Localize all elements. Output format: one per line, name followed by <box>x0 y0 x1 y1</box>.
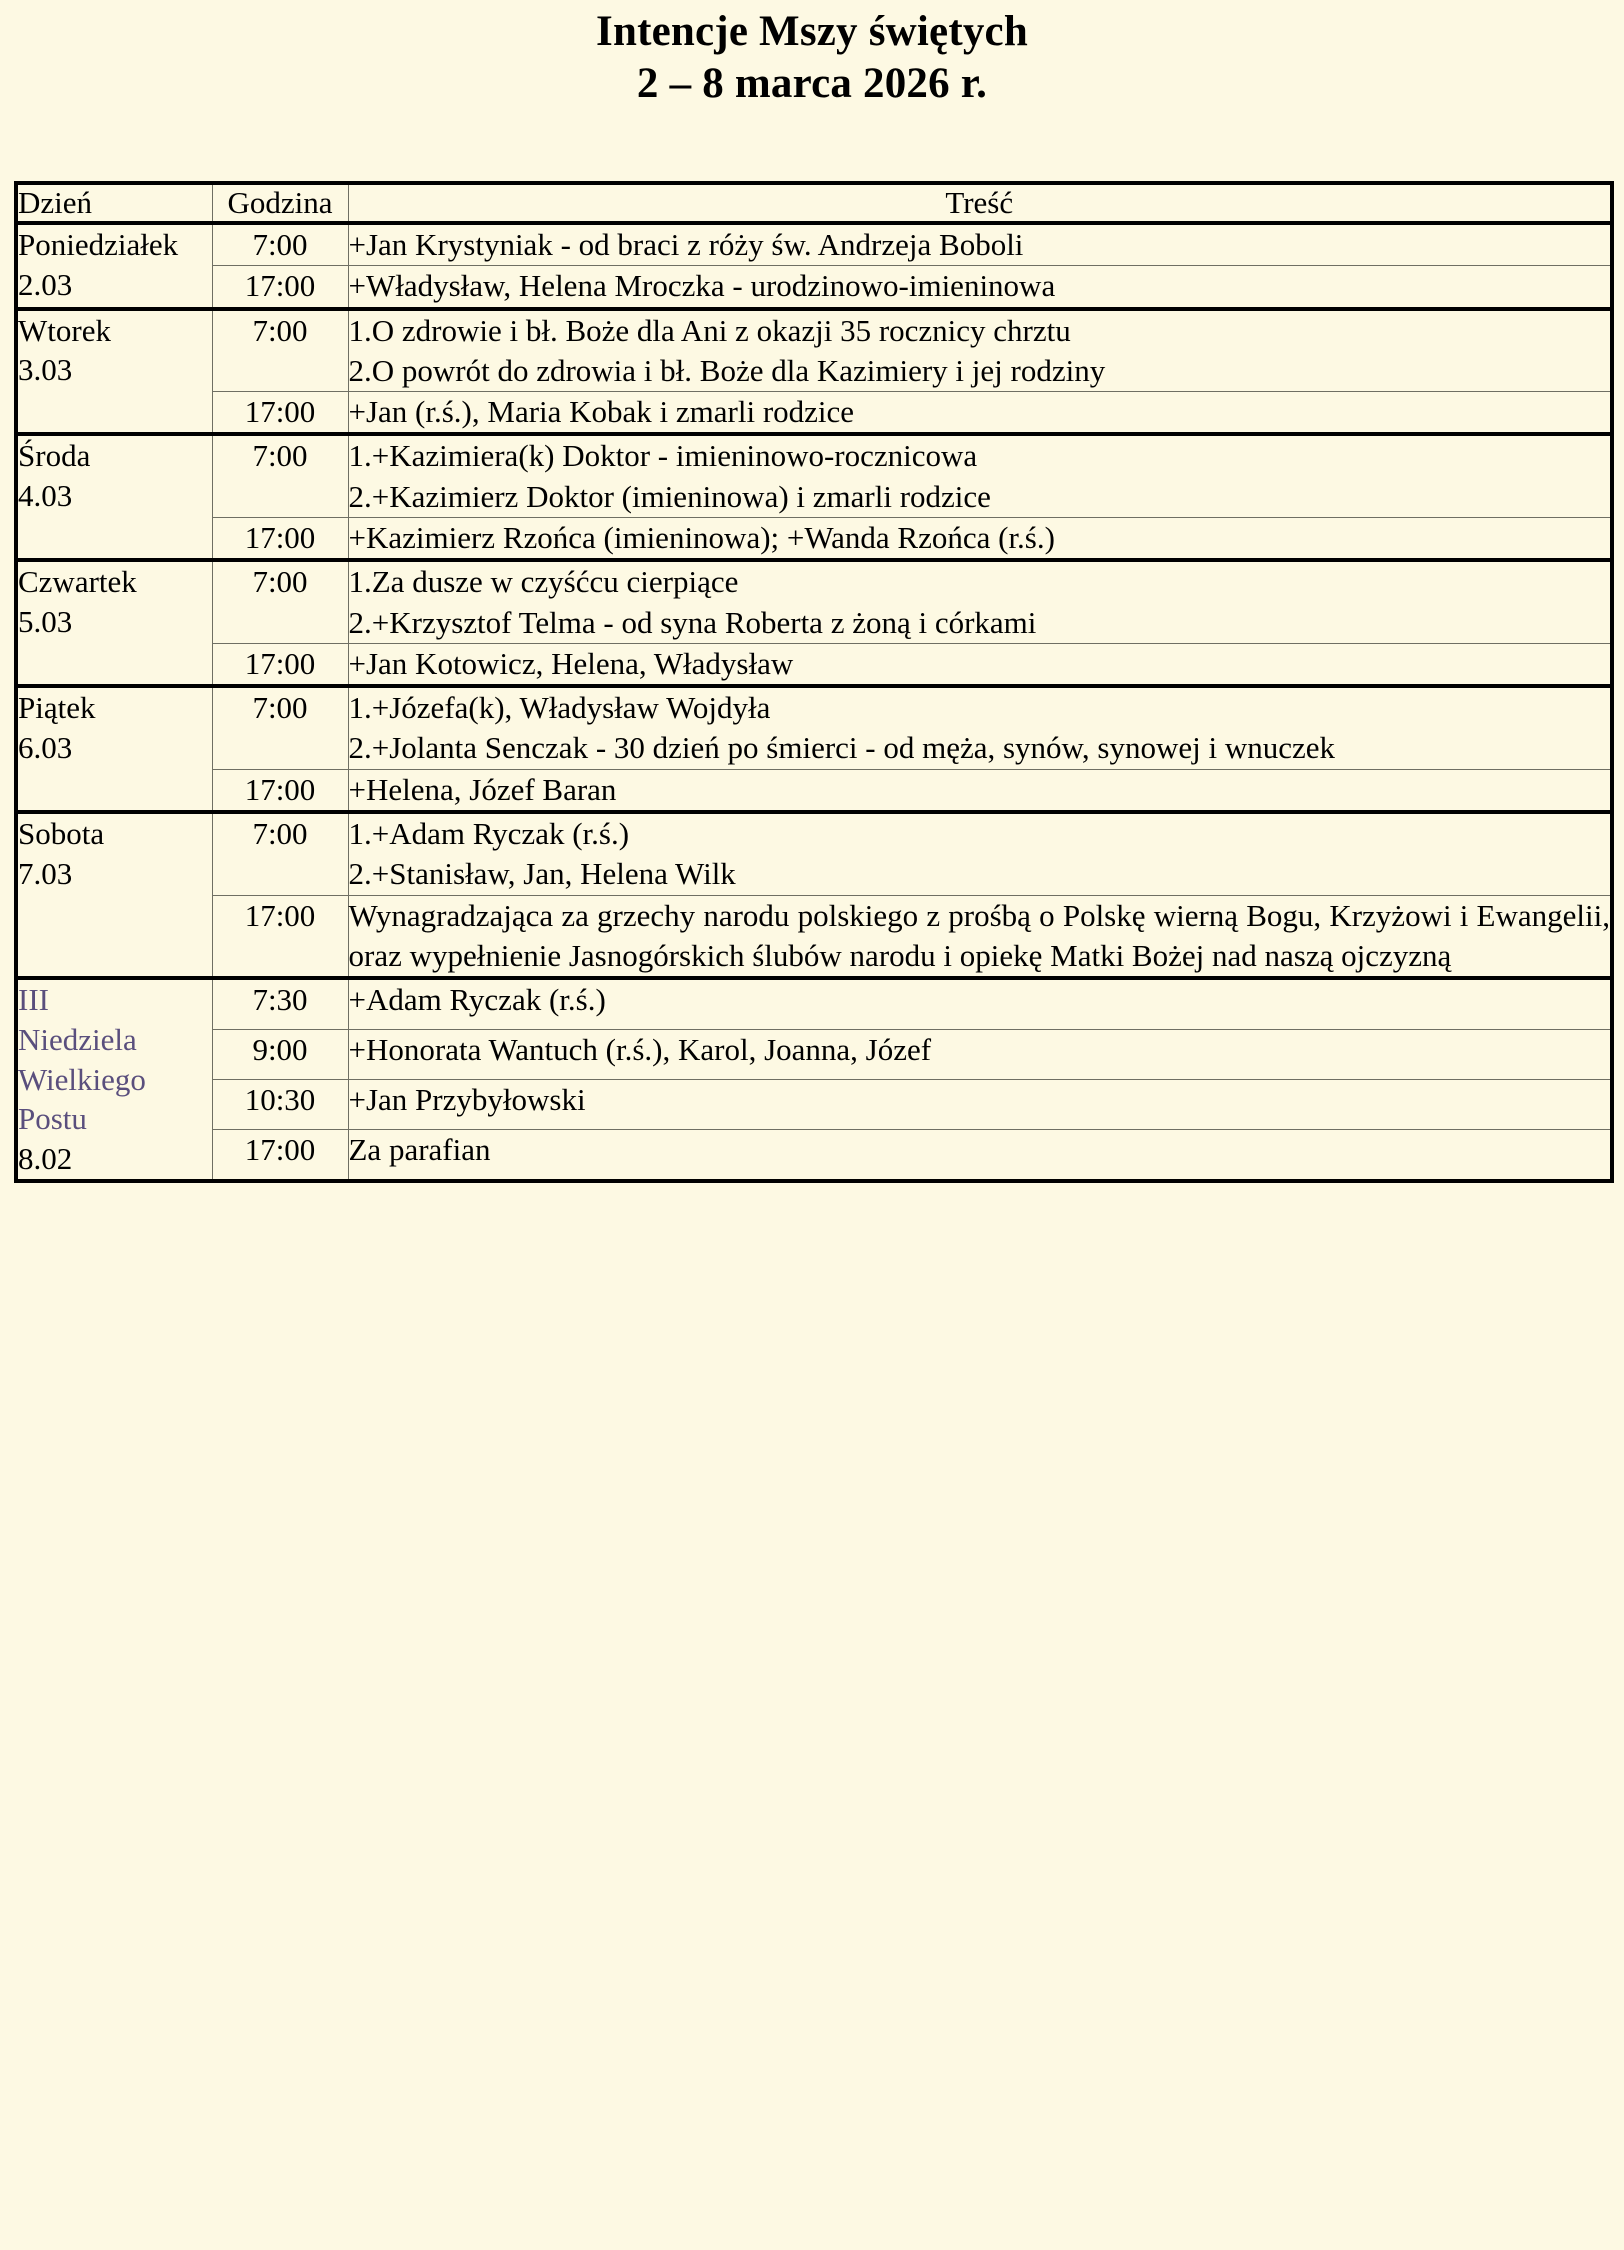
mass-time: 7:00 <box>212 686 348 769</box>
document-title <box>14 0 1610 111</box>
mass-intention <box>348 978 1612 1029</box>
day-name: Poniedziałek <box>18 226 179 262</box>
intention-line: +Jan Kotowicz, Helena, Władysław <box>348 645 794 681</box>
intention-line: +Jan Krystyniak - od braci z róży św. Andrzeja Boboli <box>348 226 1024 262</box>
intention-line: 1.+Kazimiera(k) Doktor - imieninowo-rocznicowa <box>348 438 978 474</box>
day-cell <box>16 223 212 309</box>
table-row <box>16 769 1612 812</box>
mass-time: 7:00 <box>212 560 348 643</box>
mass-intention <box>348 560 1612 643</box>
column-header-time: Godzina <box>212 183 348 223</box>
day-name: Sobota <box>18 816 105 852</box>
intention-line: 2.+Jolanta Senczak - 30 dzień po śmierci - od męża, synów, synowej i wnuczek <box>348 730 1336 766</box>
intention-line: 1.+Adam Ryczak (r.ś.) <box>348 816 630 852</box>
title-line-2: 2 – 8 marca 2026 r. <box>636 60 988 108</box>
mass-time: 7:00 <box>212 309 348 392</box>
mass-time: 17:00 <box>212 517 348 560</box>
title-line-1: Intencje Mszy świętych <box>596 8 1028 55</box>
intention-line: +Jan Przybyłowski <box>348 1081 586 1117</box>
mass-time: 17:00 <box>212 895 348 978</box>
day-date: 6.03 <box>18 729 73 765</box>
table-row <box>16 392 1612 435</box>
mass-time: 9:00 <box>212 1030 348 1080</box>
day-cell <box>16 978 212 1180</box>
intention-line: 1.O zdrowie i bł. Boże dla Ani z okazji 35 rocznicy chrztu <box>348 312 1071 348</box>
day-cell <box>16 686 212 812</box>
column-header-content: Treść <box>348 183 1612 223</box>
table-body <box>16 223 1612 1181</box>
intention-line: +Władysław, Helena Mroczka - urodzinowo-imieninowa <box>348 268 1056 304</box>
day-cell <box>16 812 212 978</box>
intention-line: +Jan (r.ś.), Maria Kobak i zmarli rodzice <box>348 394 855 430</box>
mass-intention <box>348 517 1612 560</box>
table-row <box>16 978 1612 1029</box>
table-row <box>16 1079 1612 1129</box>
intention-line: +Helena, Józef Baran <box>348 771 617 807</box>
mass-time: 17:00 <box>212 266 348 309</box>
table-row <box>16 223 1612 266</box>
intention-line: Za parafian <box>348 1131 491 1167</box>
mass-time: 10:30 <box>212 1079 348 1129</box>
mass-time: 17:00 <box>212 643 348 686</box>
day-date: 4.03 <box>18 478 73 514</box>
intention-line: +Honorata Wantuch (r.ś.), Karol, Joanna, Józef <box>348 1032 932 1068</box>
mass-intention <box>348 1079 1612 1129</box>
table-row <box>16 686 1612 769</box>
intention-line: +Kazimierz Rzońca (imieninowa); +Wanda Rzońca (r.ś.) <box>348 519 1055 555</box>
table-header-row <box>16 183 1612 223</box>
intention-line: 2.+Krzysztof Telma - od syna Roberta z żoną i córkami <box>348 604 1037 640</box>
mass-intention <box>348 769 1612 812</box>
table-row <box>16 643 1612 686</box>
mass-intentions-table <box>14 181 1614 1183</box>
column-header-day: Dzień <box>16 183 212 223</box>
mass-time: 7:00 <box>212 812 348 895</box>
table-row <box>16 560 1612 643</box>
day-date: 2.03 <box>18 266 73 302</box>
day-date: 3.03 <box>18 352 73 388</box>
mass-intention <box>348 1030 1612 1080</box>
mass-time: 17:00 <box>212 769 348 812</box>
table-row <box>16 1030 1612 1080</box>
intention-line: 1.+Józefa(k), Władysław Wojdyła <box>348 690 771 726</box>
day-cell <box>16 434 212 560</box>
day-cell <box>16 560 212 686</box>
mass-intention <box>348 392 1612 435</box>
table-row <box>16 309 1612 392</box>
mass-intention <box>348 895 1612 978</box>
day-date: 8.02 <box>18 1140 73 1176</box>
mass-intention <box>348 1129 1612 1181</box>
day-name: Czwartek <box>18 564 137 600</box>
intention-line: 2.O powrót do zdrowia i bł. Boże dla Kazimiery i jej rodziny <box>348 352 1106 388</box>
day-cell <box>16 309 212 435</box>
mass-intention <box>348 223 1612 266</box>
table-row <box>16 1129 1612 1181</box>
intention-line: Wynagradzająca za grzechy narodu polskiego z prośbą o Polskę wierną Bogu, Krzyżowi i Ewangelii, oraz wypełnienie Jasnogórskich ślubów narodu i opiekę Matki Bożej nad naszą ojczyzną <box>348 897 1610 973</box>
intention-line: +Adam Ryczak (r.ś.) <box>348 982 606 1018</box>
intention-line: 2.+Kazimierz Doktor (imieninowa) i zmarli rodzice <box>348 478 991 514</box>
mass-intention <box>348 309 1612 392</box>
table-row <box>16 517 1612 560</box>
day-date: 7.03 <box>18 855 73 891</box>
mass-time: 7:00 <box>212 434 348 517</box>
intention-line: 2.+Stanisław, Jan, Helena Wilk <box>348 856 736 892</box>
table-row <box>16 895 1612 978</box>
mass-intention <box>348 643 1612 686</box>
intention-line: 1.Za dusze w czyśćcu cierpiące <box>348 564 739 600</box>
mass-intention <box>348 266 1612 309</box>
mass-intention <box>348 434 1612 517</box>
mass-time: 17:00 <box>212 1129 348 1181</box>
mass-time: 17:00 <box>212 392 348 435</box>
table-row <box>16 266 1612 309</box>
mass-intention <box>348 686 1612 769</box>
mass-time: 7:00 <box>212 223 348 266</box>
day-date: 5.03 <box>18 603 73 639</box>
day-name: III Niedziela Wielkiego Postu <box>18 982 146 1137</box>
table-row <box>16 434 1612 517</box>
table-row <box>16 812 1612 895</box>
day-name: Wtorek <box>18 312 111 348</box>
day-name: Piątek <box>18 690 96 726</box>
day-name: Środa <box>18 438 91 474</box>
mass-time: 7:30 <box>212 978 348 1029</box>
mass-intention <box>348 812 1612 895</box>
